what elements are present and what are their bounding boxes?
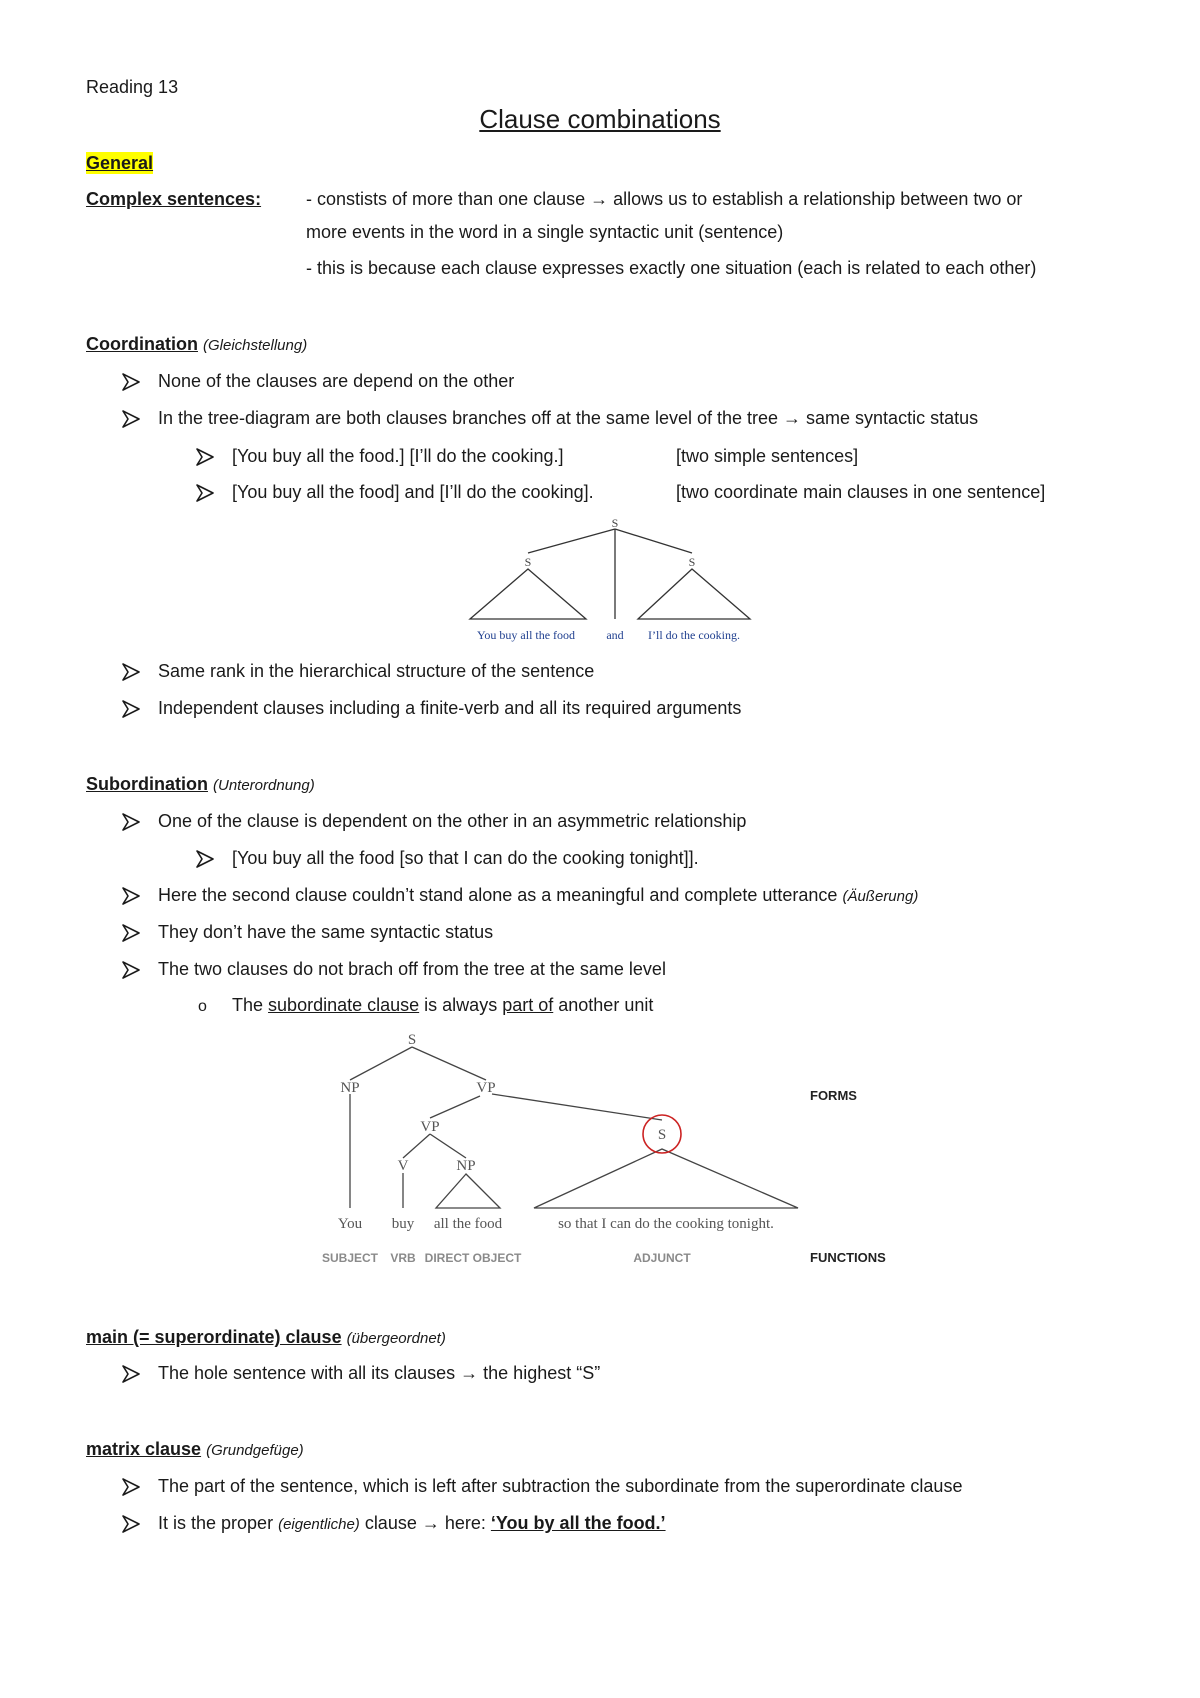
complex-term: Complex sentences: bbox=[86, 189, 262, 209]
matrix-b2-example: ‘You by all the food.’ bbox=[490, 1513, 666, 1533]
tree-word-clause: so that I can do the cooking tonight. bbox=[558, 1216, 774, 1232]
arrow-bullet-icon bbox=[122, 960, 140, 980]
matrix-clause-bullet-1: The part of the sentence, which is left after subtraction the subordinate from the superordinate clause bbox=[158, 1476, 963, 1496]
subordination-german: (Unterordnung) bbox=[213, 777, 315, 794]
tree-s-root: S bbox=[407, 1032, 417, 1048]
sub-text-part-of: part of bbox=[502, 995, 554, 1015]
arrow-bullet-icon bbox=[122, 812, 140, 832]
tree-right-s: S bbox=[688, 555, 696, 569]
coordination-bullet-2: In the tree-diagram are both clauses branches off at the same level of the tree → same syntactic status bbox=[158, 408, 979, 428]
arrow-bullet-icon bbox=[196, 483, 214, 503]
main-clause-heading: main (= superordinate) clause bbox=[86, 1327, 342, 1347]
matrix-clause-bullet-2-line bbox=[158, 1512, 666, 1536]
coordination-bullet-1: None of the clauses are depend on the other bbox=[158, 371, 515, 391]
func-subject: SUBJECT bbox=[321, 1251, 379, 1265]
main-clause-bullet-1: The hole sentence with all its clauses → the highest “S” bbox=[158, 1363, 601, 1383]
complex-line-1: - constists of more than one clause → allows us to establish a relationship between two or bbox=[306, 189, 1023, 209]
func-direct-object: DIRECT OBJECT bbox=[424, 1251, 522, 1265]
coordination-heading: Coordination bbox=[86, 334, 198, 354]
main-clause-german: (übergeordnet) bbox=[346, 1330, 446, 1347]
subordination-sub-bullet-line bbox=[232, 994, 653, 1016]
coordination-example-1-note: [two simple sentences] bbox=[676, 446, 859, 466]
matrix-clause-heading: matrix clause bbox=[86, 1439, 202, 1459]
matrix-clause-german: (Grundgefüge) bbox=[206, 1442, 304, 1459]
complex-line-2: more events in the word in a single syntactic unit (sentence) bbox=[306, 222, 784, 242]
coordination-bullet-3: Same rank in the hierarchical structure of the sentence bbox=[158, 661, 595, 681]
subordination-bullet-3: They don’t have the same syntactic status bbox=[158, 922, 494, 942]
tree-word-you: You bbox=[337, 1216, 363, 1232]
tree-left-s: S bbox=[524, 555, 532, 569]
sub-text-subordinate-clause: subordinate clause bbox=[268, 995, 420, 1015]
label-forms: FORMS bbox=[810, 1088, 857, 1103]
tree-leaf-left: You buy all the food bbox=[476, 628, 576, 642]
label-functions: FUNCTIONS bbox=[810, 1250, 886, 1265]
tree-vp-top: VP bbox=[476, 1080, 496, 1096]
tree-s-subordinate: S bbox=[657, 1127, 667, 1143]
arrow-bullet-icon bbox=[122, 1514, 140, 1534]
coordination-example-2-note: [two coordinate main clauses in one sentence] bbox=[676, 482, 1046, 502]
subordination-heading: Subordination bbox=[86, 774, 208, 794]
page-title: Clause combinations bbox=[479, 104, 721, 134]
subordination-bullet-2-line bbox=[158, 884, 918, 908]
tree-word-buy: buy bbox=[391, 1216, 415, 1232]
subordination-bullet-1: One of the clause is dependent on the other in an asymmetric relationship bbox=[158, 811, 747, 831]
coordination-example-2: [You buy all the food] and [I’ll do the cooking]. bbox=[232, 482, 594, 502]
matrix-b2-mid: clause → here: bbox=[364, 1513, 486, 1533]
arrow-bullet-icon bbox=[122, 699, 140, 719]
tree-np-object: NP bbox=[456, 1158, 476, 1174]
subordination-tree-diagram bbox=[310, 1030, 910, 1275]
main-clause-heading-line bbox=[86, 1326, 446, 1350]
tree-vp-inner: VP bbox=[420, 1119, 440, 1135]
matrix-b2-german: (eigentliche) bbox=[278, 1516, 360, 1533]
sub-bullet-marker: o bbox=[198, 998, 207, 1015]
arrow-bullet-icon bbox=[122, 409, 140, 429]
tree-word-food: all the food bbox=[433, 1216, 503, 1232]
subordination-bullet-2-german: (Äußerung) bbox=[842, 888, 919, 905]
reading-label: Reading 13 bbox=[86, 77, 179, 97]
tree-leaf-and: and bbox=[606, 628, 624, 642]
arrow-bullet-icon bbox=[122, 923, 140, 943]
coordination-heading-line bbox=[86, 333, 307, 357]
matrix-b2-pre: It is the proper bbox=[158, 1513, 274, 1533]
arrow-bullet-icon bbox=[196, 849, 214, 869]
subordination-heading-line bbox=[86, 773, 315, 797]
coordination-german: (Gleichstellung) bbox=[203, 337, 308, 354]
subordination-bullet-2: Here the second clause couldn’t stand alone as a meaningful and complete utterance bbox=[158, 885, 838, 905]
coordination-example-1: [You buy all the food.] [I’ll do the cooking.] bbox=[232, 446, 564, 466]
subordination-example-1: [You buy all the food [so that I can do the cooking tonight]]. bbox=[232, 848, 699, 868]
sub-text-post: another unit bbox=[558, 995, 654, 1015]
tree-root-s: S bbox=[611, 516, 619, 530]
sub-text-pre: The bbox=[232, 995, 264, 1015]
general-heading: General bbox=[86, 153, 154, 173]
complex-line-3: - this is because each clause expresses exactly one situation (each is related to each other) bbox=[306, 258, 1037, 278]
coordination-bullet-4: Independent clauses including a finite-verb and all its required arguments bbox=[158, 698, 742, 718]
arrow-bullet-icon bbox=[122, 1477, 140, 1497]
arrow-bullet-icon bbox=[196, 447, 214, 467]
arrow-bullet-icon bbox=[122, 886, 140, 906]
arrow-bullet-icon bbox=[122, 372, 140, 392]
tree-v: V bbox=[397, 1158, 409, 1174]
matrix-clause-heading-line bbox=[86, 1438, 304, 1462]
subordination-bullet-4: The two clauses do not brach off from the tree at the same level bbox=[158, 959, 666, 979]
tree-leaf-right: I’ll do the cooking. bbox=[648, 628, 740, 642]
tree-np-subject: NP bbox=[340, 1080, 360, 1096]
arrow-bullet-icon bbox=[122, 662, 140, 682]
sub-text-mid: is always bbox=[424, 995, 498, 1015]
arrow-bullet-icon bbox=[122, 1364, 140, 1384]
coordination-tree-diagram bbox=[460, 515, 760, 645]
func-adjunct: ADJUNCT bbox=[633, 1251, 691, 1265]
func-vrb: VRB bbox=[390, 1251, 416, 1265]
